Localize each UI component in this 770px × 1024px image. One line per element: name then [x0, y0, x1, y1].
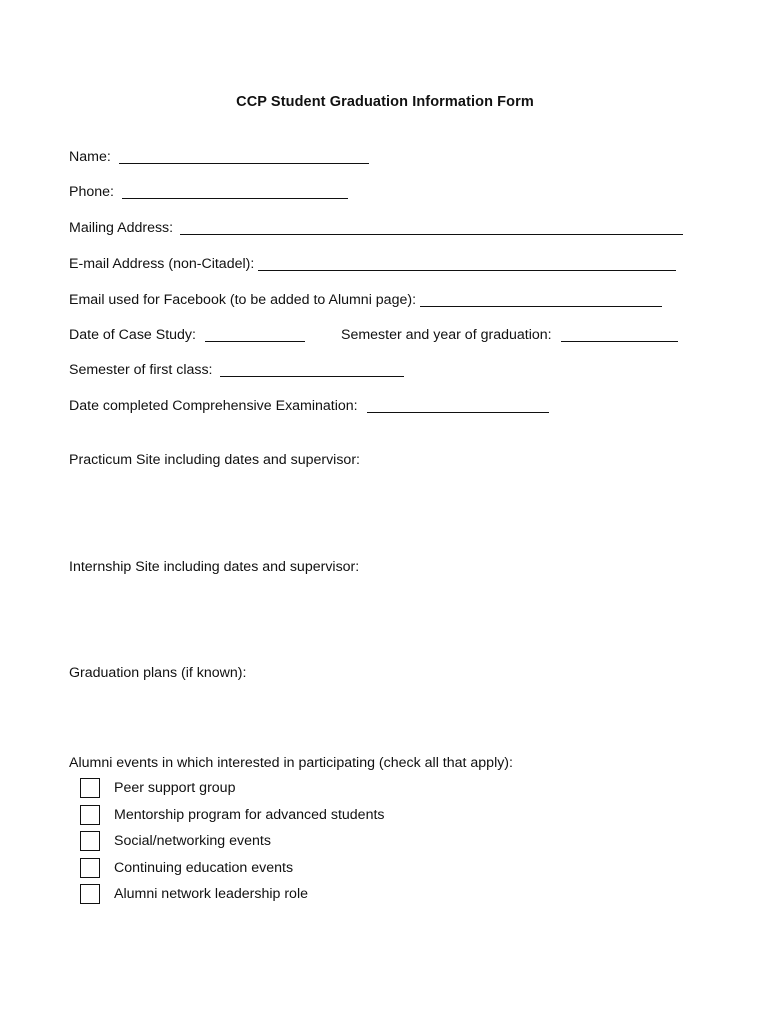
- checkbox-item[interactable]: [80, 805, 385, 829]
- internship-site-label: Internship Site including dates and supervisor:: [69, 559, 360, 575]
- comprehensive-exam-field[interactable]: [367, 398, 549, 413]
- semester-graduation-label: Semester and year of graduation:: [341, 327, 552, 343]
- first-class-row: [69, 361, 404, 379]
- name-field[interactable]: [119, 149, 369, 164]
- comprehensive-exam-row: [69, 397, 549, 415]
- checkbox[interactable]: [80, 831, 100, 851]
- checkbox-label: Continuing education events: [114, 860, 294, 876]
- form-title: CCP Student Graduation Information Form: [236, 94, 534, 110]
- comprehensive-exam-label: Date completed Comprehensive Examination:: [69, 398, 358, 414]
- checkbox[interactable]: [80, 778, 100, 798]
- facebook-email-label: Email used for Facebook (to be added to Alumni page):: [69, 292, 417, 308]
- phone-label: Phone:: [69, 184, 114, 200]
- case-study-label: Date of Case Study:: [69, 327, 196, 343]
- case-study-row: [69, 326, 305, 344]
- checkbox[interactable]: [80, 884, 100, 904]
- first-class-label: Semester of first class:: [69, 362, 213, 378]
- checkbox-item[interactable]: [80, 831, 271, 855]
- email-field[interactable]: [258, 256, 676, 271]
- checkbox-label: Alumni network leadership role: [114, 886, 308, 902]
- checkbox-label: Social/networking events: [114, 833, 271, 849]
- checkbox[interactable]: [80, 805, 100, 825]
- facebook-email-field[interactable]: [420, 292, 662, 307]
- case-study-field[interactable]: [205, 327, 305, 342]
- practicum-site-label: Practicum Site including dates and supervisor:: [69, 452, 360, 468]
- mailing-address-label: Mailing Address:: [69, 220, 174, 236]
- facebook-email-row: [69, 291, 662, 309]
- checkbox[interactable]: [80, 858, 100, 878]
- checkbox-item[interactable]: [80, 778, 236, 802]
- checkbox-item[interactable]: [80, 858, 294, 882]
- mailing-address-row: [69, 219, 683, 237]
- alumni-events-label: Alumni events in which interested in participating (check all that apply):: [69, 755, 513, 771]
- semester-graduation-field[interactable]: [561, 327, 678, 342]
- checkbox-label: Mentorship program for advanced students: [114, 807, 385, 823]
- name-label: Name:: [69, 149, 111, 165]
- checkbox-item[interactable]: [80, 884, 308, 908]
- first-class-field[interactable]: [220, 362, 404, 377]
- semester-graduation-row: [341, 326, 678, 344]
- email-label: E-mail Address (non-Citadel):: [69, 256, 255, 272]
- email-row: [69, 255, 676, 273]
- mailing-address-field[interactable]: [180, 220, 683, 235]
- phone-field[interactable]: [122, 184, 348, 199]
- phone-row: [69, 183, 348, 201]
- name-row: [69, 148, 369, 166]
- checkbox-label: Peer support group: [114, 780, 236, 796]
- graduation-plans-label: Graduation plans (if known):: [69, 665, 247, 681]
